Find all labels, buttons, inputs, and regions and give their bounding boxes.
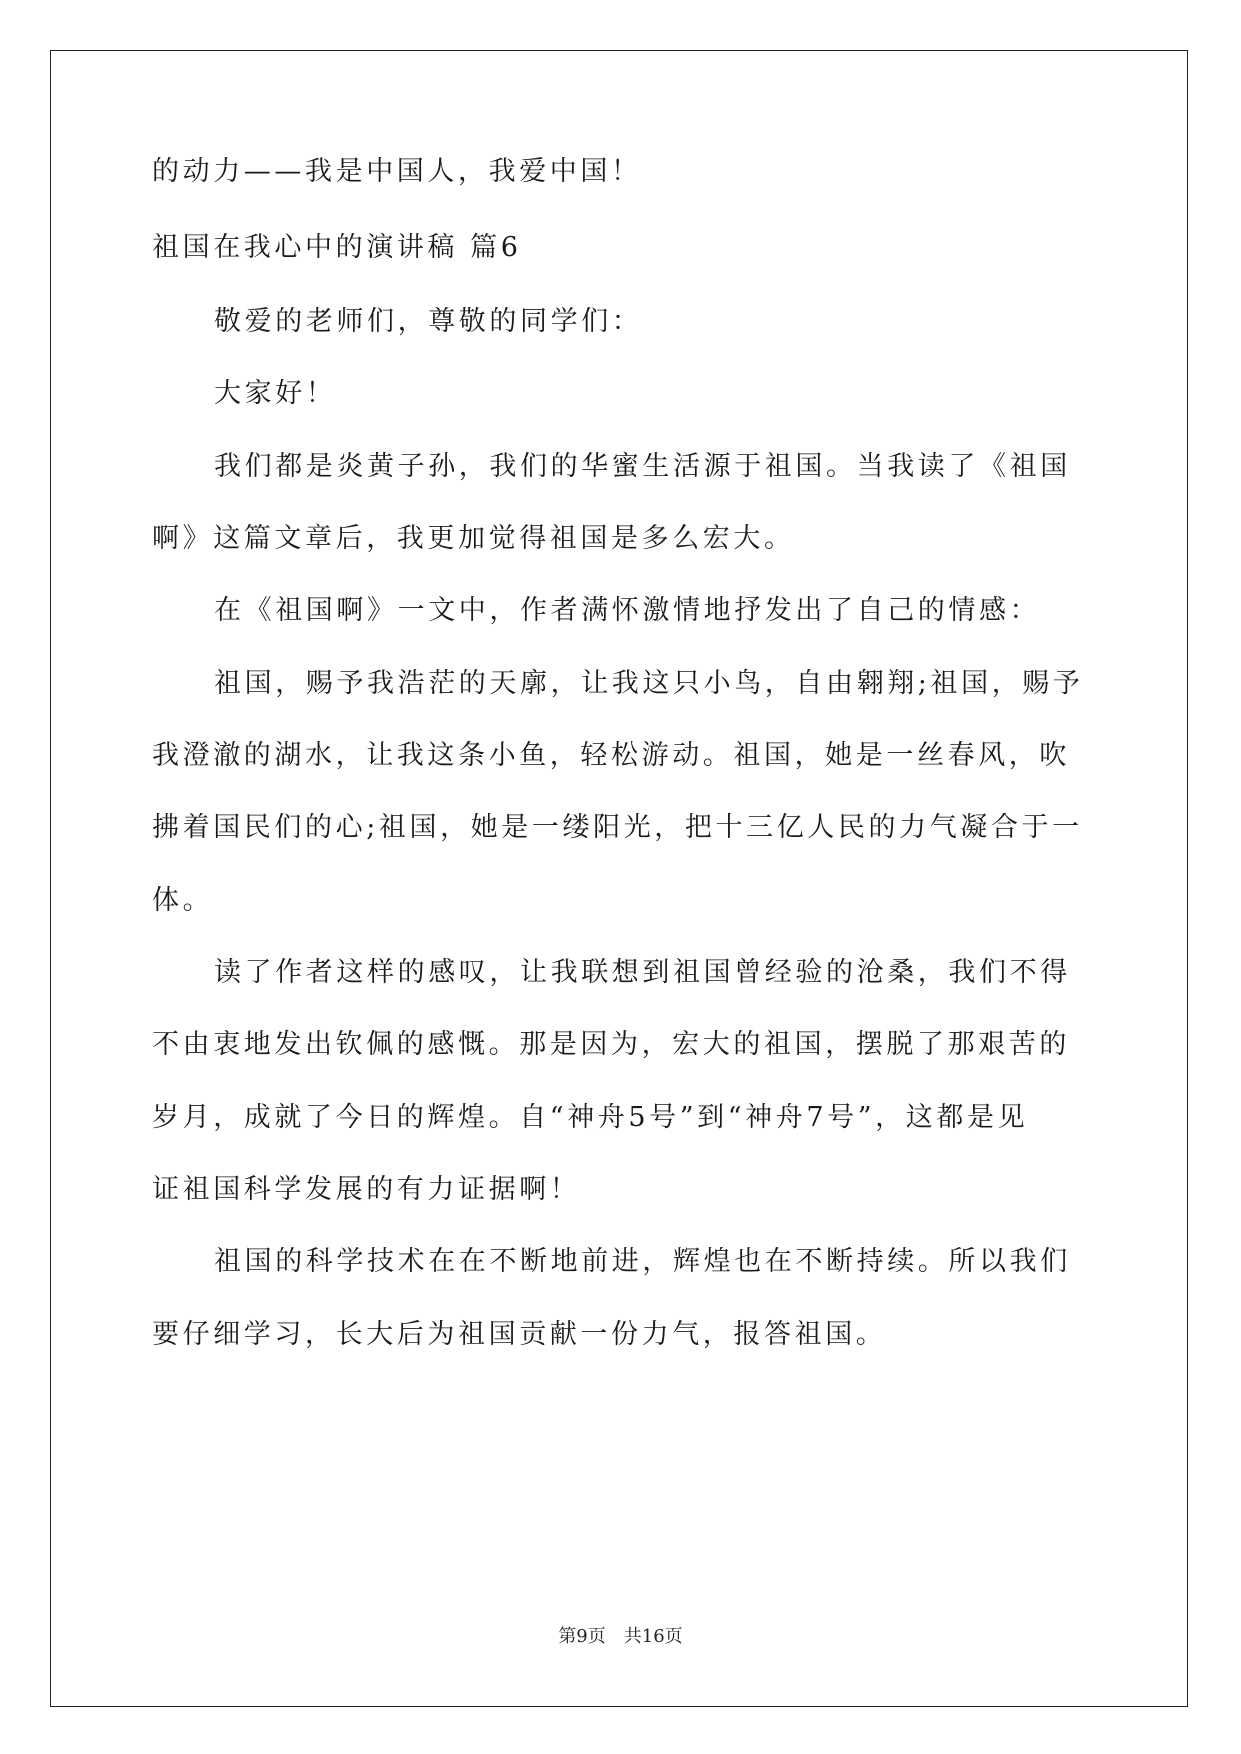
paragraph-line: 岁月，成就了今日的辉煌。自“神舟5号”到“神舟7号”，这都是见 — [152, 1102, 1029, 1133]
page-number-total: 共16页 — [623, 1626, 683, 1647]
paragraph-line: 我澄澈的湖水，让我这条小鱼，轻松游动。祖国，她是一丝春风，吹 — [152, 740, 1070, 771]
page-footer — [0, 1625, 1241, 1649]
page-border — [50, 50, 1188, 1707]
text-line-continuation: 的动力——我是中国人，我爱中国！ — [152, 156, 642, 187]
paragraph-line: 啊》这篇文章后，我更加觉得祖国是多么宏大。 — [152, 523, 795, 554]
salutation: 敬爱的老师们，尊敬的同学们： — [214, 306, 643, 337]
paragraph-line: 证祖国科学发展的有力证据啊！ — [152, 1174, 581, 1205]
paragraph-line: 祖国，赐予我浩茫的天廓，让我这只小鸟，自由翱翔;祖国，赐予 — [214, 668, 1084, 699]
paragraph-line: 我们都是炎黄子孙，我们的华蜜生活源于祖国。当我读了《祖国 — [214, 451, 1071, 482]
paragraph-line: 祖国的科学技术在在不断地前进，辉煌也在不断持续。所以我们 — [214, 1246, 1071, 1277]
paragraph-line: 读了作者这样的感叹，让我联想到祖国曾经验的沧桑，我们不得 — [214, 957, 1071, 988]
section-heading: 祖国在我心中的演讲稿 篇6 — [152, 232, 522, 263]
paragraph-line: 不由衷地发出钦佩的感慨。那是因为，宏大的祖国，摆脱了那艰苦的 — [152, 1029, 1070, 1060]
page-number-current: 第9页 — [558, 1626, 606, 1647]
paragraph-line: 要仔细学习，长大后为祖国贡献一份力气，报答祖国。 — [152, 1319, 887, 1350]
paragraph-line: 在《祖国啊》一文中，作者满怀激情地抒发出了自己的情感： — [214, 595, 1041, 626]
paragraph-line: 拂着国民们的心;祖国，她是一缕阳光，把十三亿人民的力气凝合于一 — [152, 812, 1083, 843]
paragraph-line: 体。 — [152, 885, 214, 916]
greeting: 大家好！ — [214, 378, 337, 409]
